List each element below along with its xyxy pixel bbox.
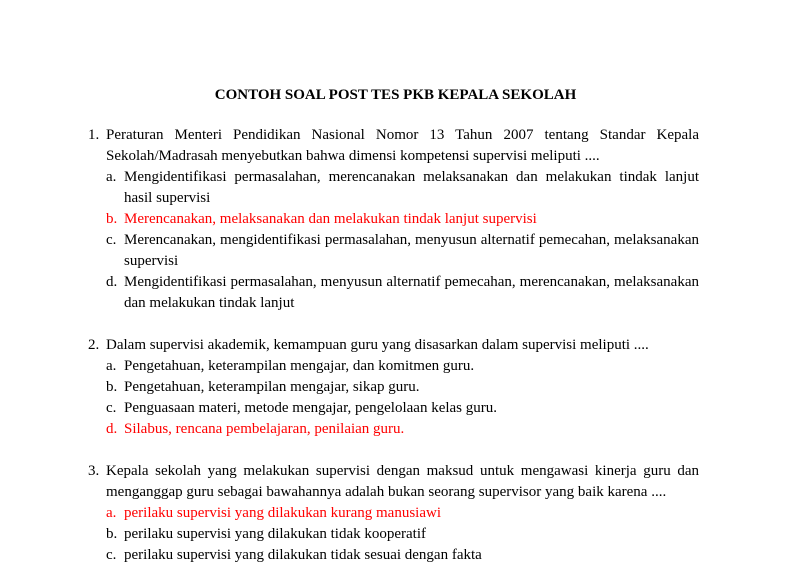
option-letter: c. — [106, 547, 117, 563]
option-text: perilaku supervisi yang dilakukan tidak kooperatif — [124, 526, 426, 542]
option-list — [106, 167, 699, 314]
option-letter: b. — [106, 211, 118, 227]
option-list — [106, 503, 699, 566]
option-c — [106, 545, 699, 566]
option-c — [106, 230, 699, 272]
question-text: Dalam supervisi akademik, kemampuan guru yang disasarkan dalam supervisi meliputi .... — [106, 337, 649, 353]
option-text: Pengetahuan, keterampilan mengajar, sikap guru. — [124, 379, 420, 395]
question-number: 1. — [88, 127, 100, 143]
option-a-correct-answer — [106, 503, 699, 524]
option-text: Silabus, rencana pembelajaran, penilaian guru. — [124, 421, 405, 437]
option-b-correct-answer — [106, 209, 699, 230]
option-a — [106, 356, 699, 377]
question-list — [88, 125, 699, 587]
option-text: perilaku supervisi yang dilakukan kurang manusiawi — [124, 505, 442, 521]
option-text: Merencanakan, mengidentifikasi permasalahan, menyusun alternatif pemecahan, melaksanakan supervisi — [124, 232, 699, 269]
option-text: Pengetahuan, keterampilan mengajar, dan komitmen guru. — [124, 358, 475, 374]
option-a — [106, 167, 699, 209]
option-d — [106, 272, 699, 314]
option-letter: c. — [106, 400, 117, 416]
question-number: 3. — [88, 463, 100, 479]
document-title: CONTOH SOAL POST TES PKB KEPALA SEKOLAH — [214, 87, 577, 103]
option-list — [106, 356, 699, 440]
question-text: Peraturan Menteri Pendidikan Nasional Nomor 13 Tahun 2007 tentang Standar Kepala Sekolah/Madrasah menyebutkan bahwa dimensi kompetensi supervisi meliputi .... — [106, 127, 699, 164]
option-letter: b. — [106, 379, 118, 395]
option-text: Mengidentifikasi permasalahan, merencanakan melaksanakan dan melakukan tindak lanjut hasil supervisi — [124, 169, 699, 206]
question-number: 2. — [88, 337, 100, 353]
question-2 — [88, 335, 699, 440]
option-b — [106, 377, 699, 398]
option-letter: d. — [106, 274, 118, 290]
option-text: perilaku supervisi yang dilakukan tidak sesuai dengan fakta — [124, 547, 482, 563]
question-1 — [88, 125, 699, 314]
option-letter: d. — [106, 421, 118, 437]
option-text: Penguasaan materi, metode mengajar, pengelolaan kelas guru. — [124, 400, 498, 416]
option-letter: a. — [106, 169, 117, 185]
option-letter: c. — [106, 232, 117, 248]
question-text: Kepala sekolah yang melakukan supervisi dengan maksud untuk mengawasi kinerja guru dan menganggap guru sebagai bawahannya adalah bukan seorang supervisor yang baik karena .... — [106, 463, 699, 500]
option-letter: a. — [106, 505, 117, 521]
option-text: Mengidentifikasi permasalahan, menyusun alternatif pemecahan, merencanakan, melaksanakan dan melakukan tindak lanjut — [124, 274, 699, 311]
option-letter: a. — [106, 358, 117, 374]
question-3 — [88, 461, 699, 566]
option-letter: b. — [106, 526, 118, 542]
option-d-correct-answer — [106, 419, 699, 440]
option-c — [106, 398, 699, 419]
option-text: Merencanakan, melaksanakan dan melakukan tindak lanjut supervisi — [124, 211, 537, 227]
option-b — [106, 524, 699, 545]
